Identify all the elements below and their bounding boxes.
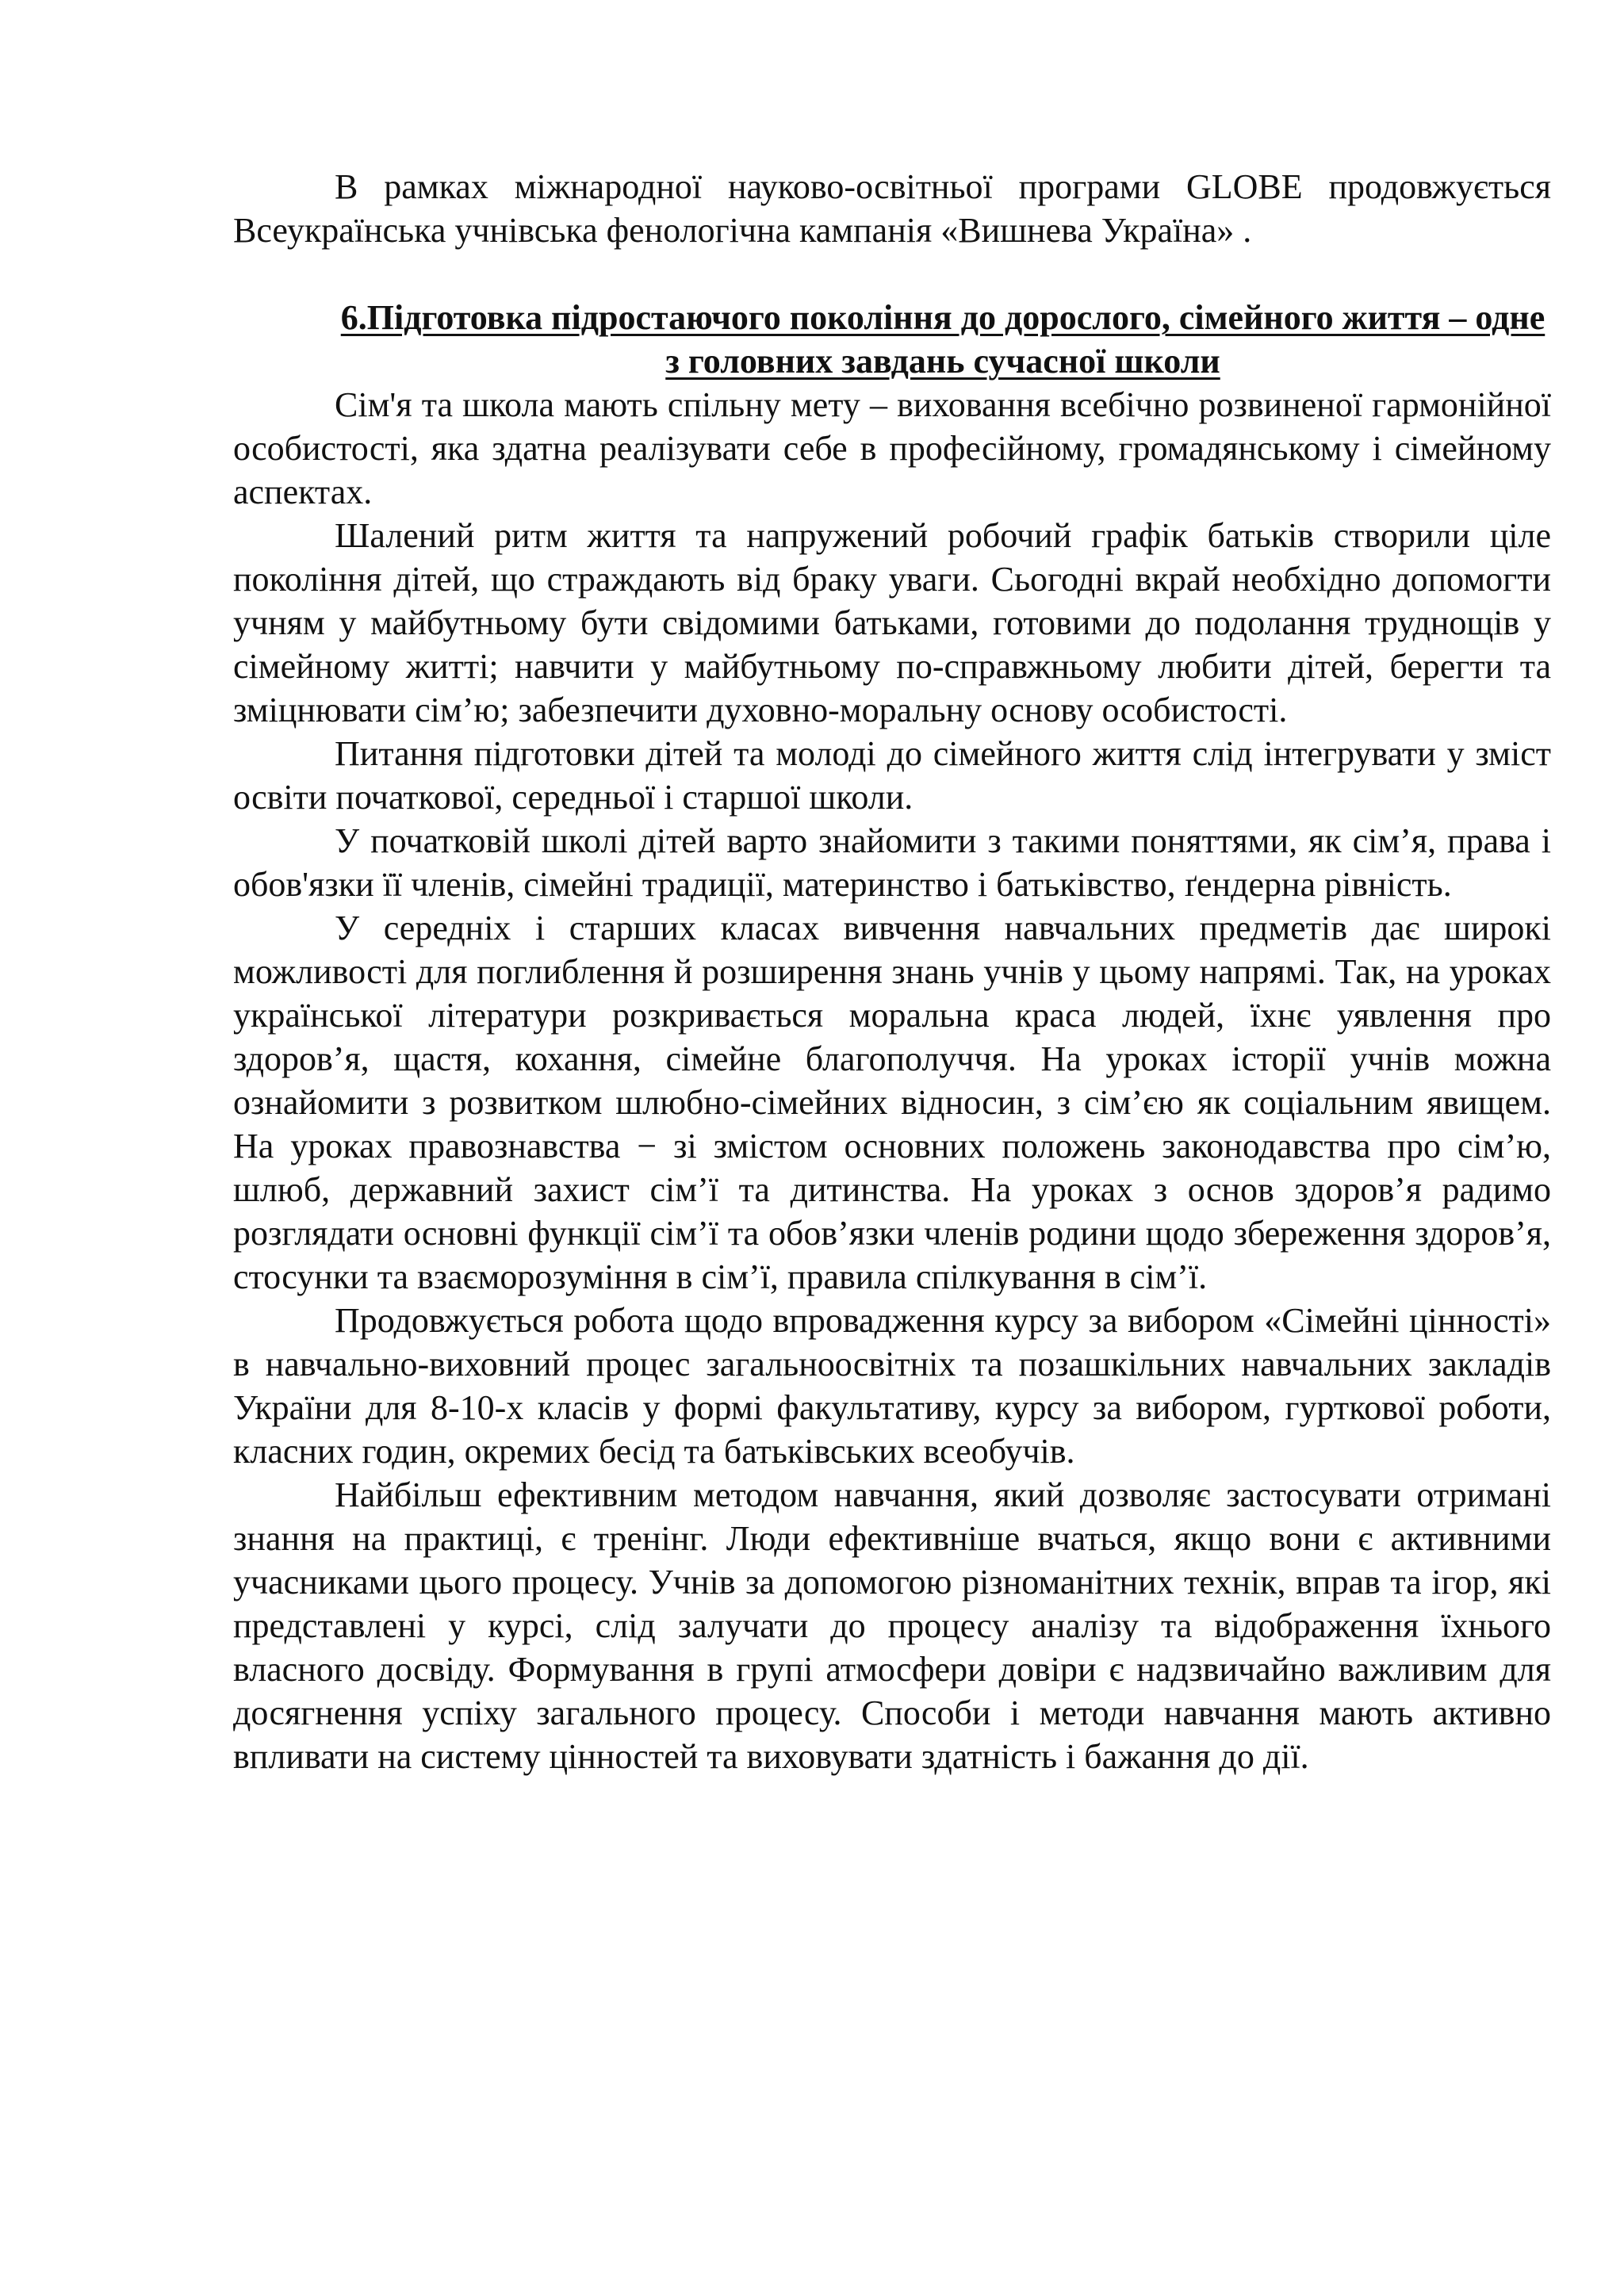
body-paragraph-3: Питання підготовки дітей та молоді до сімейного життя слід інтегрувати у зміст освіти початкової, середньої і старшої школи. <box>233 734 1551 817</box>
body-paragraph-4: У початковій школі дітей варто знайомити з такими поняттями, як сім’я, права і обов'язки її членів, сімейні традиції, материнство і батьківство, ґендерна рівність. <box>233 821 1551 904</box>
body-paragraph-7: Найбільш ефективним методом навчання, який дозволяє застосувати отримані знання на практиці, є тренінг. Люди ефективніше вчаться, якщо вони є активними учасниками цього процесу. Учнів за допомогою різноманітних технік, вправ та ігор, які представлені у курсі, слід залучати до процесу аналізу та відображення їхнього власного досвіду. Формування в групі атмосфери довіри є надзвичайно важливим для досягнення успіху загального процесу. Способи і методи навчання мають активно впливати на систему цінностей та виховувати здатність і бажання до дії. <box>233 1475 1551 1776</box>
section-heading: 6.Підготовка підростаючого покоління до дорослого, сімейного життя – одне з головних завдань сучасної школи <box>340 298 1545 381</box>
paragraph-gap <box>233 252 1551 296</box>
body-paragraph-2: Шалений ритм життя та напружений робочий графік батьків створили ціле покоління дітей, що страждають від браку уваги. Сьогодні вкрай необхідно допомогти учням у майбутньому бути свідомими батьками, готовими до подолання труднощів у сімейному житті; навчити у майбутньому по-справжньому любити дітей, берегти та зміцнювати сім’ю; забезпечити духовно-моральну основу особистості. <box>233 516 1551 729</box>
body-paragraph-5: У середніх і старших класах вивчення навчальних предметів дає широкі можливості для поглиблення й розширення знань учнів у цьому напрямі. Так, на уроках української літератури розкривається моральна краса людей, їхнє уявлення про здоров’я, щастя, кохання, сімейне благополуччя. На уроках історії учнів можна ознайомити з розвитком шлюбно-сімейних відносин, з сім’єю як соціальним явищем. На уроках правознавства − зі змістом основних положень законодавства про сім’ю, шлюб, державний захист сім’ї та дитинства. На уроках з основ здоров’я радимо розглядати основні функції сім’ї та обов’язки членів родини щодо збереження здоров’я, стосунки та взаєморозуміння в сім’ї, правила спілкування в сім’ї. <box>233 909 1551 1296</box>
document-page <box>233 165 1551 1778</box>
body-paragraph-6: Продовжується робота щодо впровадження курсу за вибором «Сімейні цінності» в навчально-виховний процес загальноосвітніх та позашкільних навчальних закладів України для 8-10-х класів у формі факультативу, курсу за вибором, гурткової роботи, класних годин, окремих бесід та батьківських всеобучів. <box>233 1301 1551 1471</box>
intro-paragraph: В рамках міжнародної науково-освітньої програми GLOBE продовжується Всеукраїнська учнівська фенологічна кампанія «Вишнева Україна» . <box>233 167 1551 250</box>
body-paragraph-1: Сім'я та школа мають спільну мету – виховання всебічно розвиненої гармонійної особистості, яка здатна реалізувати себе в професійному, громадянському і сімейному аспектах. <box>233 385 1551 511</box>
